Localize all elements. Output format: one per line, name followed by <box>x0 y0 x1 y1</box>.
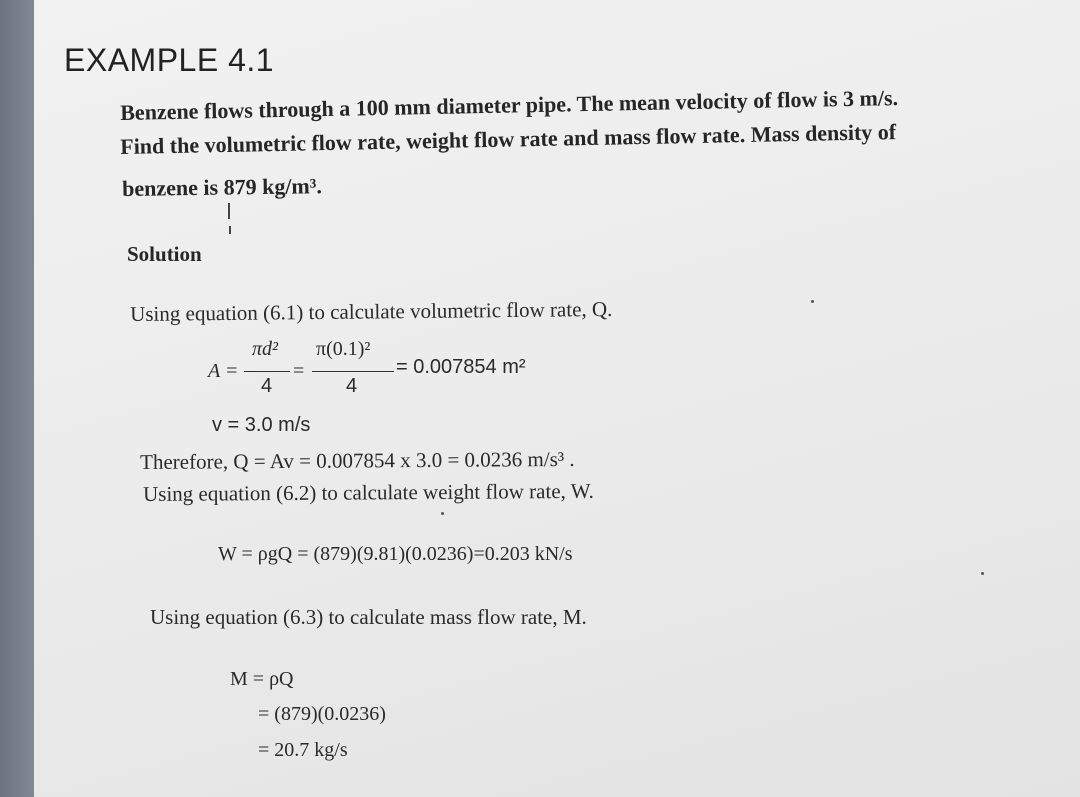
velocity-line: v = 3.0 m/s <box>212 414 311 436</box>
pen-mark <box>229 226 231 234</box>
problem-line-2: Find the volumetric flow rate, weight flow rate and mass flow rate. Mass density of <box>120 119 897 159</box>
mass-flow-line-3: = 20.7 kg/s <box>258 739 348 761</box>
fraction2-denominator: 4 <box>346 375 358 397</box>
problem-line-1: Benzene flows through a 100 mm diameter pipe. The mean velocity of flow is 3 m/s. <box>120 85 899 125</box>
fraction1-denominator: 4 <box>261 375 273 397</box>
page-title: EXAMPLE 4.1 <box>64 42 275 78</box>
fraction1-bar <box>244 371 290 372</box>
pen-mark <box>228 203 230 219</box>
step2-intro: Using equation (6.2) to calculate weight flow rate, W. <box>143 478 594 506</box>
area-lhs: A = <box>208 360 239 382</box>
mass-flow-line-2: = (879)(0.0236) <box>258 703 386 725</box>
area-result: = 0.007854 m² <box>396 356 526 378</box>
step1-intro: Using equation (6.1) to calculate volumetric flow rate, Q. <box>130 296 613 326</box>
fraction2-bar <box>312 371 394 372</box>
step3-intro: Using equation (6.3) to calculate mass flow rate, M. <box>150 605 587 629</box>
equals-sign: = <box>293 360 305 382</box>
fraction1-numerator: πd² <box>252 338 279 360</box>
fraction2-numerator: π(0.1)² <box>316 338 371 360</box>
problem-line-3: benzene is 879 kg/m³. <box>122 173 323 201</box>
speck <box>981 572 984 575</box>
speck <box>441 512 444 515</box>
speck <box>811 300 814 303</box>
therefore-line: Therefore, Q = Av = 0.007854 x 3.0 = 0.0236 m/s³ . <box>140 446 575 474</box>
solution-heading: Solution <box>127 242 202 266</box>
mass-flow-line-1: M = ρQ <box>230 668 294 690</box>
weight-flow-equation: W = ρgQ = (879)(9.81)(0.0236)=0.203 kN/s <box>218 543 573 565</box>
